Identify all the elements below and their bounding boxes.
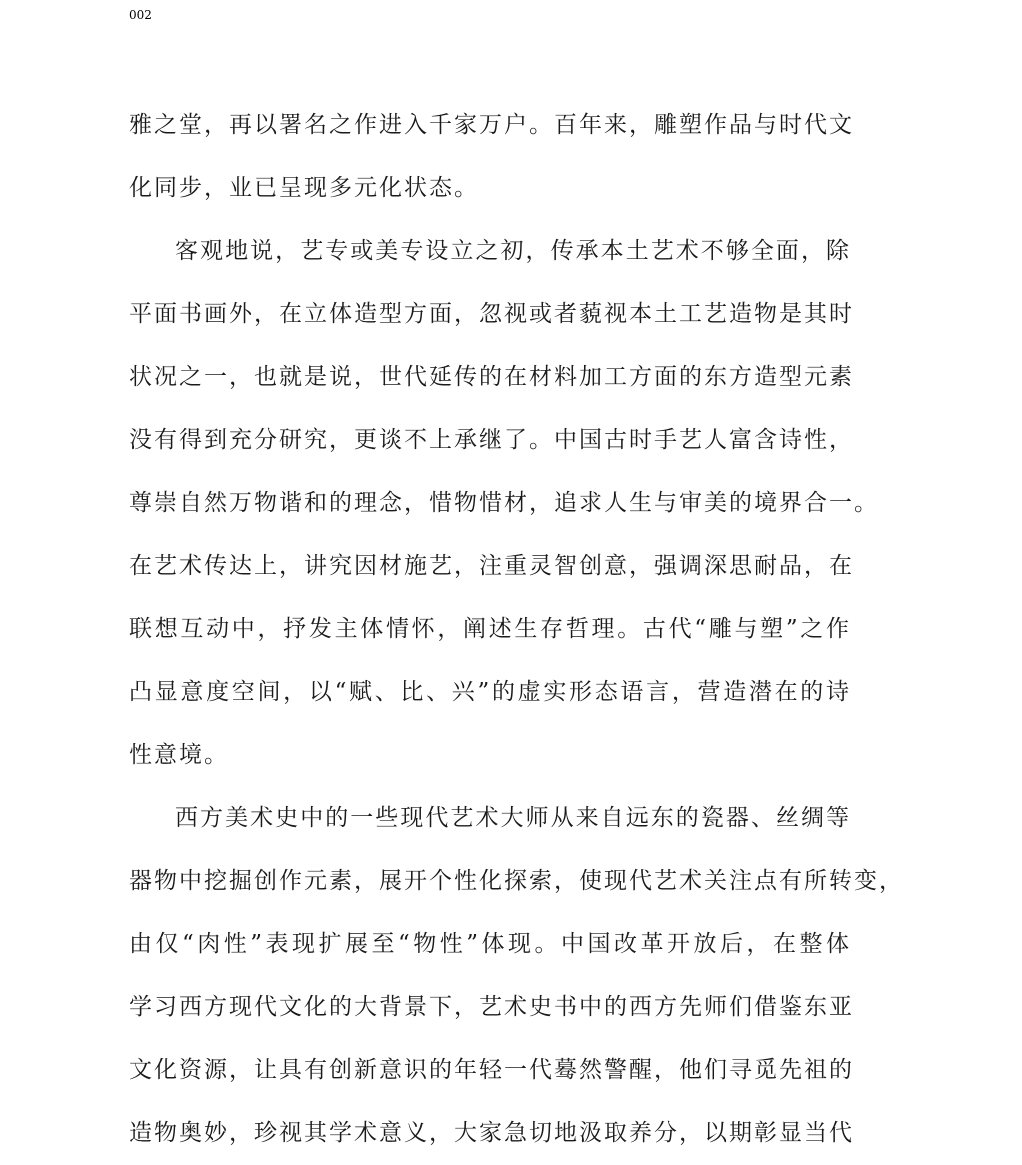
- text-line: 造物奥妙，珍视其学术意义，大家急切地汲取养分，以期彰显当代: [129, 1120, 854, 1146]
- body-text: [129, 94, 904, 1165]
- text-line: 学习西方现代文化的大背景下，艺术史书中的西方先师们借鉴东亚: [129, 994, 854, 1020]
- text-line: 性意境。: [129, 742, 229, 768]
- text-line: 由仅“肉性”表现扩展至“物性”体现。中国改革开放后，在整体: [129, 931, 851, 957]
- text-line: 化同步，业已呈现多元化状态。: [129, 175, 479, 201]
- text-line: 器物中挖掘创作元素，展开个性化探索，使现代艺术关注点有所转变，: [129, 868, 904, 894]
- text-line: 文化资源，让具有创新意识的年轻一代蓦然警醒，他们寻觅先祖的: [129, 1057, 854, 1083]
- text-line: 没有得到充分研究，更谈不上承继了。中国古时手艺人富含诗性，: [129, 427, 854, 453]
- text-line: 在艺术传达上，讲究因材施艺，注重灵智创意，强调深思耐品，在: [129, 553, 854, 579]
- text-line: 尊崇自然万物谐和的理念，惜物惜材，追求人生与审美的境界合一。: [129, 490, 879, 516]
- page-number: 002: [129, 8, 152, 22]
- text-line: 凸显意度空间，以“赋、比、兴”的虚实形态语言，营造潜在的诗: [129, 679, 851, 705]
- text-line: 客观地说，艺专或美专设立之初，传承本土艺术不够全面，除: [175, 238, 851, 264]
- text-line: 联想互动中，抒发主体情怀，阐述生存哲理。古代“雕与塑”之作: [129, 616, 851, 642]
- text-line: 雅之堂，再以署名之作进入千家万户。百年来，雕塑作品与时代文: [129, 112, 854, 138]
- text-line: 西方美术史中的一些现代艺术大师从来自远东的瓷器、丝绸等: [175, 805, 851, 831]
- text-line: 平面书画外，在立体造型方面，忽视或者藐视本土工艺造物是其时: [129, 301, 854, 327]
- text-line: 状况之一，也就是说，世代延传的在材料加工方面的东方造型元素: [129, 364, 854, 390]
